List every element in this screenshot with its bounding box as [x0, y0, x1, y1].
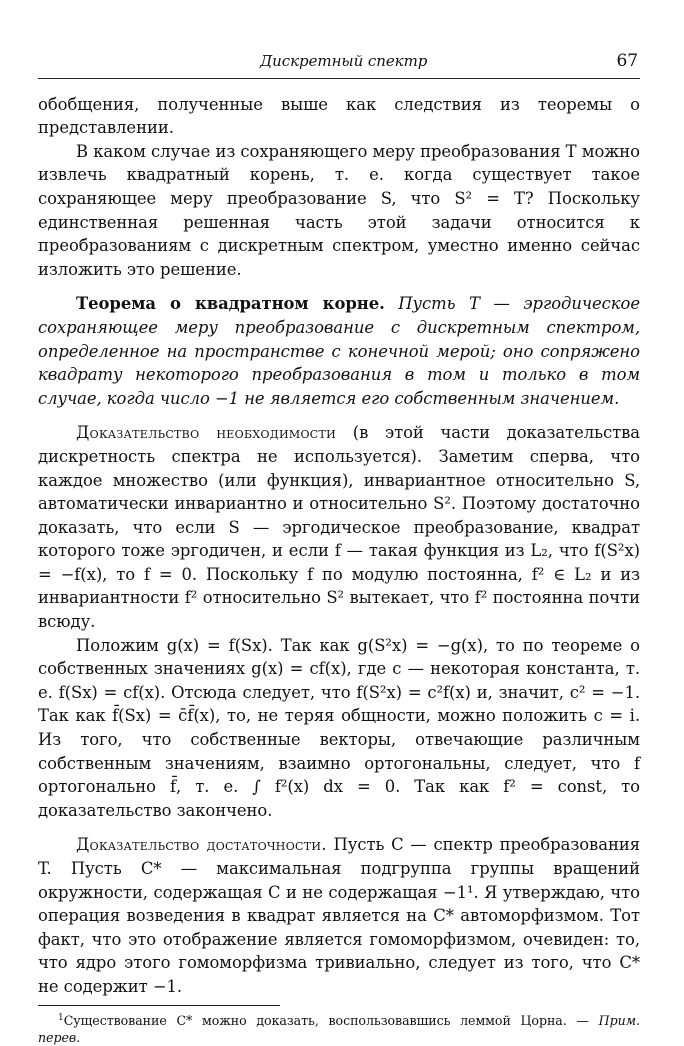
footnote-marker: 1	[58, 1012, 64, 1023]
proof-necessity	[38, 421, 640, 633]
footnote-divider	[38, 1005, 280, 1006]
footnote-translator-note: Прим. перев.	[38, 1012, 640, 1045]
proof-sufficiency-title: Доказательство достаточности.	[76, 835, 327, 855]
proof-necessity-title: Доказательство необходимости	[76, 423, 337, 443]
proof-necessity-body: (в этой части доказательства дискретность спектра не используется). Заметим сперва, что каждое множество (или функция), инвариантное относительно S, автоматически инвариантно и относительно S². Поэтому достаточно доказать, что если S — эргодическое преобразование, квадрат которого тоже эргодичен, и если f — такая функция из L₂, что f(S²x) = −f(x), то f = 0. Поскольку f по модулю постоянна, f² ∈ L₂ и из инвариантности f² относительно S² вытекает, что f² постоянна почти всюду.	[38, 423, 641, 632]
page-number: 67	[616, 51, 638, 71]
paragraph-continuation: обобщения, полученные выше как следствия из теоремы о представлении.	[38, 94, 640, 138]
proof-sufficiency	[38, 833, 640, 998]
theorem	[38, 292, 640, 410]
proof-sufficiency-body: Пусть C — спектр преобразования T. Пусть C* — максимальная подгруппа группы вращений окружности, содержащая C и не содержащая −1¹. Я утверждаю, что операция возведения в квадрат является на C* автоморфизмом. Тот факт, что это отображение является гомоморфизмом, очевиден: то, что ядро этого гомоморфизма тривиально, следует из того, что C* не содержит −1.	[38, 835, 640, 996]
paragraph-eigenvalue-argument: Положим g(x) = f(Sx). Так как g(S²x) = −g(x), то по теореме о собственных значениях g(x) = cf(x), где c — некоторая константа, т. е. f(Sx) = cf(x). Отсюда следует, что f(S²x) = c²f(x) и, значит, c² = −1. Так как f̄(Sx) = c̄f̄(x), то, не теряя общности, можно положить c = i. Из того, что собственные векторы, отвечающие различным собственным значениям, взаимно ортогональны, следует, что f ортогонально f̄, т. е. ∫ f²(x) dx = 0. Так как f² = const, то доказательство закончено.	[38, 635, 640, 820]
footnote	[38, 1010, 640, 1046]
paragraph-square-root-question: В каком случае из сохраняющего меру преобразования T можно извлечь квадратный корень, т. е. когда существует такое сохраняющее меру преобразование S, что S² = T? Поскольку единственная решенная часть этой задачи относится к преобразованиям с дискретным спектром, уместно именно сейчас изложить это решение.	[38, 141, 640, 279]
running-header	[38, 50, 640, 79]
theorem-title: Теорема о квадратном корне.	[76, 294, 385, 314]
chapter-title: Дискретный спектр	[260, 52, 428, 70]
footnote-text: Существование C* можно доказать, воспользовавшись леммой Цорна. —	[63, 1012, 599, 1028]
book-page	[38, 50, 640, 1046]
theorem-statement: Пусть T — эргодическое сохраняющее меру преобразование с дискретным спектром, определенное на пространстве с конечной мерой; оно сопряжено квадрату некоторого преобразования в том и только в том случае, когда число −1 не является его собственным значением.	[38, 294, 640, 408]
